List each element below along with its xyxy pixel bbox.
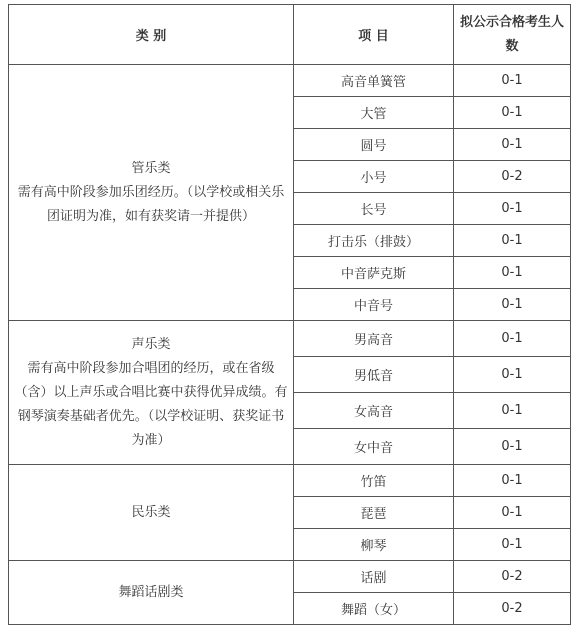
header-category: 类 别	[9, 5, 294, 65]
count-cell: 0-1	[454, 393, 571, 429]
item-cell: 女中音	[294, 429, 454, 465]
header-item: 项 目	[294, 5, 454, 65]
count-cell: 0-1	[454, 193, 571, 225]
item-cell: 大管	[294, 97, 454, 129]
count-cell: 0-1	[454, 465, 571, 497]
count-cell: 0-1	[454, 357, 571, 393]
count-cell: 0-1	[454, 129, 571, 161]
item-cell: 中音萨克斯	[294, 257, 454, 289]
category-title: 管乐类	[131, 160, 171, 176]
table-row	[9, 561, 571, 593]
recruitment-table	[8, 4, 571, 625]
table-row	[9, 465, 571, 497]
item-cell: 小号	[294, 161, 454, 193]
item-cell: 中音号	[294, 289, 454, 321]
count-cell: 0-1	[454, 289, 571, 321]
count-cell: 0-2	[454, 561, 571, 593]
item-cell: 男低音	[294, 357, 454, 393]
item-cell: 女高音	[294, 393, 454, 429]
item-cell: 竹笛	[294, 465, 454, 497]
count-cell: 0-1	[454, 497, 571, 529]
category-title: 民乐类	[131, 504, 171, 520]
count-cell: 0-2	[454, 593, 571, 625]
category-cell	[9, 465, 294, 561]
category-note: 需有高中阶段参加合唱团的经历，或在省级（含）以上声乐或合唱比赛中获得优异成绩。有钢琴演奏基础者优先。（以学校证明、获奖证书为准）	[14, 360, 288, 448]
item-cell: 舞蹈（女）	[294, 593, 454, 625]
count-cell: 0-1	[454, 225, 571, 257]
count-cell: 0-1	[454, 65, 571, 97]
table-header-row	[9, 5, 571, 65]
category-note: 需有高中阶段参加乐团经历。（以学校或相关乐团证明为准，如有获奖请一并提供）	[17, 184, 285, 224]
count-cell: 0-1	[454, 257, 571, 289]
table-row	[9, 321, 571, 357]
item-cell: 圆号	[294, 129, 454, 161]
item-cell: 琵琶	[294, 497, 454, 529]
item-cell: 话剧	[294, 561, 454, 593]
count-cell: 0-1	[454, 429, 571, 465]
header-count: 拟公示合格考生人数	[454, 5, 571, 65]
item-cell: 男高音	[294, 321, 454, 357]
category-cell	[9, 65, 294, 321]
item-cell: 长号	[294, 193, 454, 225]
count-cell: 0-1	[454, 321, 571, 357]
count-cell: 0-2	[454, 161, 571, 193]
category-cell	[9, 561, 294, 625]
item-cell: 高音单簧管	[294, 65, 454, 97]
item-cell: 打击乐（排鼓）	[294, 225, 454, 257]
count-cell: 0-1	[454, 529, 571, 561]
category-cell	[9, 321, 294, 465]
category-title: 声乐类	[131, 336, 171, 352]
count-cell: 0-1	[454, 97, 571, 129]
category-title: 舞蹈话剧类	[118, 584, 184, 600]
item-cell: 柳琴	[294, 529, 454, 561]
table-row	[9, 65, 571, 97]
